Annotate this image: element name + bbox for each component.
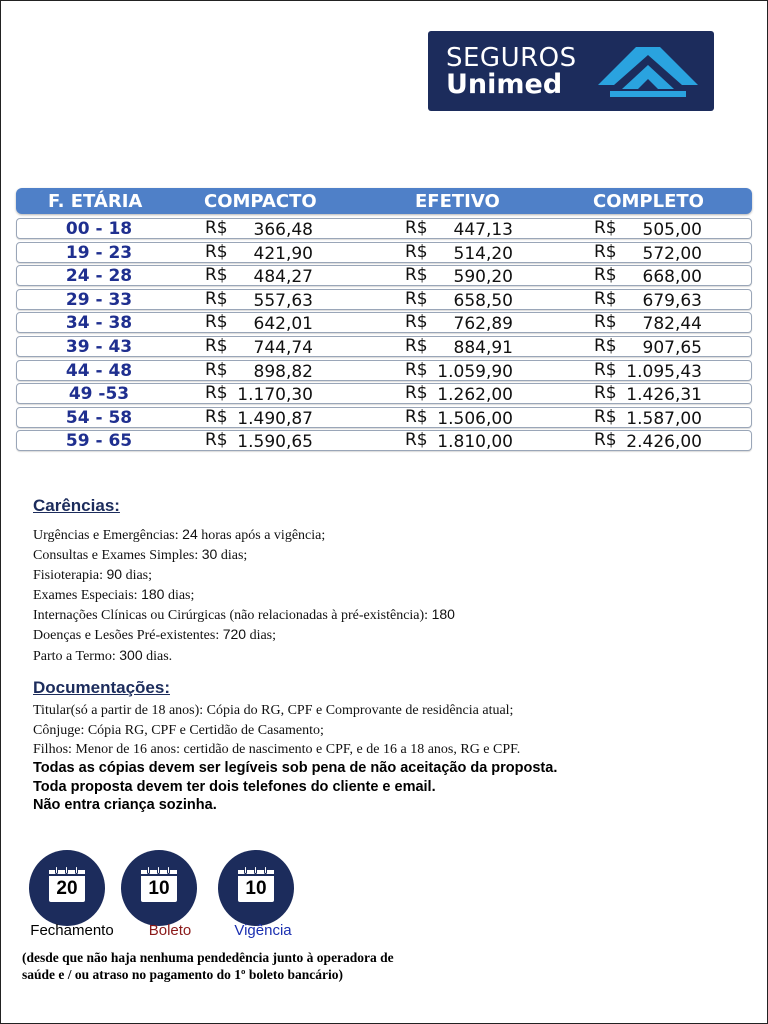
price-compacto: 744,74 [253, 337, 313, 358]
currency-symbol: R$ [594, 406, 617, 427]
carencias-title: Carências: [33, 496, 120, 515]
age-range: 00 - 18 [65, 219, 133, 239]
logo-line1: SEGUROS [446, 43, 577, 73]
calendar-day: 20 [56, 878, 78, 899]
currency-symbol: R$ [405, 335, 428, 356]
age-range: 29 - 33 [65, 289, 133, 310]
price-efetivo: 1.810,00 [437, 432, 513, 453]
calendar-vigencia-icon [218, 850, 294, 926]
doc-item: Cônjuge: Cópia RG, CPF e Certidão de Casamento; [33, 723, 324, 738]
currency-symbol: R$ [594, 359, 617, 380]
age-range: 44 - 48 [65, 360, 133, 381]
price-compacto: 557,63 [253, 290, 313, 311]
carencia-value: 30 [201, 546, 218, 562]
price-completo: 907,65 [642, 337, 702, 358]
price-efetivo: 762,89 [453, 314, 513, 335]
carencia-unit: dias; [164, 588, 195, 603]
carencia-label: Internações Clínicas ou Cirúrgicas (não relacionadas à pré-existência): [33, 608, 432, 623]
currency-symbol: R$ [205, 430, 228, 451]
price-efetivo: 1.262,00 [437, 385, 513, 406]
doc-note: Todas as cópias devem ser legíveis sob pena de não aceitação da proposta. [33, 760, 558, 776]
price-compacto: 1.490,87 [237, 408, 313, 429]
carencia-value: 180 [141, 586, 165, 602]
header-efetivo: EFETIVO [415, 191, 500, 212]
currency-symbol: R$ [205, 288, 228, 309]
calendar-fechamento-icon [29, 850, 105, 926]
carencia-label: Consultas e Exames Simples: [33, 548, 202, 563]
price-completo: 1.587,00 [626, 408, 702, 429]
calendar-label-fechamento: Fechamento [30, 922, 114, 939]
currency-symbol: R$ [594, 288, 617, 309]
carencia-label: Doenças e Lesões Pré-existentes: [33, 628, 223, 643]
currency-symbol: R$ [594, 430, 617, 451]
documentacoes-title: Documentações: [33, 678, 170, 697]
carencia-item [33, 606, 455, 624]
carencia-value: 180 [431, 606, 455, 622]
age-range: 34 - 38 [65, 313, 133, 334]
age-range: 59 - 65 [65, 431, 133, 452]
header-compacto: COMPACTO [204, 191, 317, 212]
carencia-item [33, 626, 276, 644]
carencia-item [33, 546, 247, 564]
logo-line2: Unimed [446, 69, 563, 100]
currency-symbol: R$ [405, 430, 428, 451]
currency-symbol: R$ [405, 241, 428, 262]
carencia-value: 90 [106, 566, 123, 582]
table-row [16, 218, 752, 239]
currency-symbol: R$ [405, 265, 428, 286]
price-table-body [16, 218, 752, 454]
carencia-unit: dias; [122, 568, 153, 583]
currency-symbol: R$ [405, 359, 428, 380]
currency-symbol: R$ [405, 312, 428, 333]
age-range: 39 - 43 [65, 336, 133, 357]
price-completo: 1.095,43 [626, 361, 702, 382]
currency-symbol: R$ [594, 383, 617, 404]
price-efetivo: 884,91 [453, 337, 513, 358]
footnote-line2: saúde e / ou atraso no pagamento do 1º boleto bancário) [22, 967, 343, 982]
table-row [16, 312, 752, 333]
table-row [16, 430, 752, 451]
currency-symbol: R$ [205, 218, 228, 238]
carencia-item [33, 647, 172, 665]
price-compacto: 366,48 [253, 220, 313, 240]
carencia-label: Urgências e Emergências: [33, 528, 183, 543]
unimed-mark-icon [598, 45, 698, 99]
carencia-value: 720 [222, 626, 247, 642]
currency-symbol: R$ [594, 265, 617, 286]
price-compacto: 1.170,30 [237, 385, 313, 406]
currency-symbol: R$ [594, 312, 617, 333]
currency-symbol: R$ [205, 383, 228, 404]
price-compacto: 421,90 [253, 243, 313, 264]
carencia-value: 300 [119, 647, 143, 663]
price-completo: 668,00 [642, 267, 702, 288]
price-efetivo: 590,20 [453, 267, 513, 288]
table-row [16, 383, 752, 404]
age-range: 54 - 58 [65, 407, 133, 428]
age-range: 49 -53 [68, 384, 130, 405]
currency-symbol: R$ [205, 406, 228, 427]
price-compacto: 1.590,65 [237, 432, 313, 453]
currency-symbol: R$ [205, 335, 228, 356]
price-completo: 782,44 [642, 314, 702, 335]
price-efetivo: 514,20 [453, 243, 513, 264]
calendar-boleto-icon [121, 850, 197, 926]
carencia-unit: dias. [142, 649, 173, 664]
price-table-header [16, 188, 752, 214]
age-range: 19 - 23 [65, 242, 133, 263]
currency-symbol: R$ [594, 218, 617, 238]
doc-note: Não entra criança sozinha. [33, 797, 217, 813]
calendar-day: 10 [245, 878, 267, 899]
price-efetivo: 447,13 [453, 220, 513, 240]
table-row [16, 360, 752, 381]
currency-symbol: R$ [405, 406, 428, 427]
doc-note: Toda proposta devem ter dois telefones do cliente e email. [33, 779, 436, 795]
carencia-label: Parto a Termo: [33, 649, 120, 664]
header-faixa-etaria: F. ETÁRIA [48, 191, 143, 212]
carencia-item [33, 566, 152, 584]
currency-symbol: R$ [405, 383, 428, 404]
currency-symbol: R$ [205, 312, 228, 333]
price-efetivo: 1.059,90 [437, 361, 513, 382]
carencia-value: 24 [182, 526, 198, 542]
carencia-label: Exames Especiais: [33, 588, 142, 603]
currency-symbol: R$ [594, 335, 617, 356]
calendar-day: 10 [148, 878, 170, 899]
header-completo: COMPLETO [593, 191, 704, 212]
currency-symbol: R$ [205, 265, 228, 286]
currency-symbol: R$ [405, 218, 428, 238]
carencia-unit: horas após a vigência; [197, 528, 326, 543]
price-completo: 679,63 [642, 290, 702, 311]
currency-symbol: R$ [205, 359, 228, 380]
table-row [16, 407, 752, 428]
footnote-line1: (desde que não haja nenhuma pendedência junto à operadora de [22, 950, 394, 965]
price-completo: 1.426,31 [626, 385, 702, 406]
carencia-item [33, 586, 194, 604]
table-row [16, 265, 752, 286]
doc-item: Filhos: Menor de 16 anos: certidão de nascimento e CPF, e de 16 a 18 anos, RG e CPF. [33, 742, 521, 757]
calendar-label-vigencia: Vigência [234, 922, 292, 939]
currency-symbol: R$ [405, 288, 428, 309]
price-compacto: 642,01 [253, 314, 313, 335]
carencia-unit: dias; [246, 628, 277, 643]
price-efetivo: 658,50 [453, 290, 513, 311]
doc-item: Titular(só a partir de 18 anos): Cópia do RG, CPF e Comprovante de residência atual; [33, 703, 514, 718]
price-completo: 505,00 [642, 220, 702, 240]
currency-symbol: R$ [205, 241, 228, 262]
seguros-unimed-logo [428, 31, 714, 111]
table-row [16, 242, 752, 263]
price-compacto: 898,82 [253, 361, 313, 382]
price-completo: 572,00 [642, 243, 702, 264]
table-row [16, 289, 752, 310]
price-completo: 2.426,00 [626, 432, 702, 453]
carencia-unit: dias; [217, 548, 248, 563]
table-row [16, 336, 752, 357]
currency-symbol: R$ [594, 241, 617, 262]
carencia-label: Fisioterapia: [33, 568, 107, 583]
calendar-label-boleto: Boleto [148, 922, 192, 939]
price-efetivo: 1.506,00 [437, 408, 513, 429]
carencia-item [33, 526, 325, 544]
price-compacto: 484,27 [253, 267, 313, 288]
age-range: 24 - 28 [65, 266, 133, 287]
